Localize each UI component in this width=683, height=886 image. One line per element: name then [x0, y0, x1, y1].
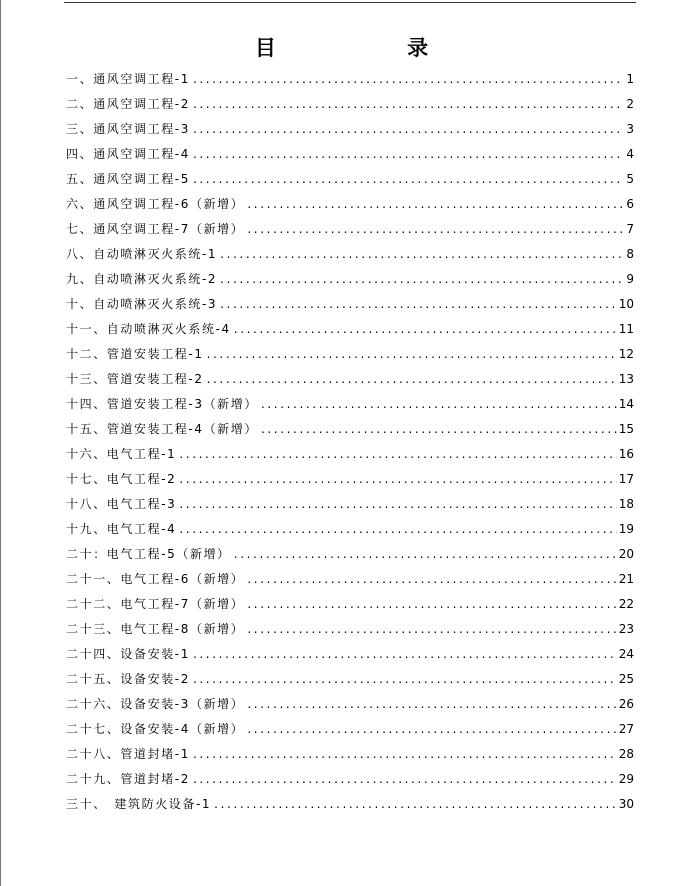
- toc-entry-page: 12: [618, 347, 634, 361]
- toc-entry[interactable]: [66, 792, 634, 817]
- toc-entry-page: 24: [618, 647, 634, 661]
- toc-entry-label: 十五、管道安装工程-4（新增）: [66, 422, 258, 436]
- toc-entry-label: 二十六、设备安装-3（新增）: [66, 697, 245, 711]
- toc-entry-label: 十七、电气工程-2: [66, 472, 177, 486]
- toc-dot-leader: [247, 717, 616, 742]
- toc-entry[interactable]: [66, 92, 634, 117]
- toc-entry-page: 9: [626, 272, 634, 286]
- toc-entry-page: 28: [618, 747, 634, 761]
- toc-dot-leader: [247, 617, 616, 642]
- toc-entry-label: 五、通风空调工程-5: [66, 172, 190, 186]
- toc-dot-leader: [193, 92, 624, 117]
- toc-entry-page: 26: [618, 697, 634, 711]
- toc-dot-leader: [220, 242, 624, 267]
- toc-entry-label: 三、通风空调工程-3: [66, 122, 190, 136]
- toc-entry[interactable]: [66, 492, 634, 517]
- toc-entry-label: 十二、管道安装工程-1: [66, 347, 204, 361]
- toc-dot-leader: [193, 742, 617, 767]
- toc-entry-label: 十六、电气工程-1: [66, 447, 177, 461]
- toc-entry[interactable]: [66, 617, 634, 642]
- toc-dot-leader: [193, 142, 624, 167]
- toc-entry-page: 4: [626, 147, 634, 161]
- toc-entry-label: 一、通风空调工程-1: [66, 72, 190, 86]
- toc-entry-label: 二十八、管道封堵-1: [66, 747, 190, 761]
- toc-entry-label: 十八、电气工程-3: [66, 497, 177, 511]
- toc-entry-label: 十、自动喷淋灭火系统-3: [66, 297, 218, 311]
- toc-entry-page: 30: [618, 797, 634, 811]
- toc-entry-page: 25: [618, 672, 634, 686]
- toc-dot-leader: [234, 317, 617, 342]
- toc-entry[interactable]: [66, 542, 634, 567]
- toc-entry-label: 二十二、电气工程-7（新增）: [66, 597, 245, 611]
- toc-entry[interactable]: [66, 692, 634, 717]
- toc-entry-page: 2: [626, 97, 634, 111]
- toc-dot-leader: [193, 117, 624, 142]
- toc-entry[interactable]: [66, 167, 634, 192]
- toc-entry-page: 11: [618, 322, 634, 336]
- toc-entry[interactable]: [66, 242, 634, 267]
- toc-dot-leader: [214, 792, 617, 817]
- toc-dot-leader: [261, 417, 617, 442]
- toc-entry[interactable]: [66, 142, 634, 167]
- toc-dot-leader: [179, 467, 616, 492]
- toc-dot-leader: [220, 292, 617, 317]
- toc-dot-leader: [193, 167, 624, 192]
- toc-title: 目 录: [254, 36, 491, 60]
- toc-entry[interactable]: [66, 117, 634, 142]
- toc-entry-page: 17: [618, 472, 634, 486]
- toc-entry[interactable]: [66, 742, 634, 767]
- toc-entry-page: 22: [618, 597, 634, 611]
- toc-entry-label: 十九、电气工程-4: [66, 522, 177, 536]
- toc-dot-leader: [247, 192, 624, 217]
- toc-entry-label: 七、通风空调工程-7（新增）: [66, 222, 245, 236]
- toc-entry[interactable]: [66, 267, 634, 292]
- toc-entry-label: 二、通风空调工程-2: [66, 97, 190, 111]
- toc-dot-leader: [247, 567, 616, 592]
- page-left-border: [0, 0, 1, 886]
- toc-entry-label: 二十七、设备安装-4（新增）: [66, 722, 245, 736]
- toc-entry[interactable]: [66, 367, 634, 392]
- toc-entry-label: 三十、 建筑防火设备-1: [66, 797, 212, 811]
- toc-dot-leader: [207, 342, 617, 367]
- toc-entry-label: 二十五、设备安装-2: [66, 672, 190, 686]
- toc-entry-page: 15: [618, 422, 634, 436]
- toc-entry[interactable]: [66, 217, 634, 242]
- toc-entry-label: 四、通风空调工程-4: [66, 147, 190, 161]
- toc-entry-page: 16: [618, 447, 634, 461]
- toc-entry[interactable]: [66, 67, 634, 92]
- toc-entry-label: 十四、管道安装工程-3（新增）: [66, 397, 258, 411]
- toc-entry[interactable]: [66, 192, 634, 217]
- toc-dot-leader: [247, 692, 616, 717]
- toc-entry-label: 二十九、管道封堵-2: [66, 772, 190, 786]
- toc-entry-label: 九、自动喷淋灭火系统-2: [66, 272, 218, 286]
- toc-entry[interactable]: [66, 342, 634, 367]
- toc-dot-leader: [234, 542, 617, 567]
- toc-entry-label: 二十三、电气工程-8（新增）: [66, 622, 245, 636]
- toc-entry-page: 21: [618, 572, 634, 586]
- toc-entry[interactable]: [66, 517, 634, 542]
- toc-entry-page: 27: [618, 722, 634, 736]
- toc-entry-page: 7: [626, 222, 634, 236]
- toc-dot-leader: [247, 217, 624, 242]
- toc-entry[interactable]: [66, 592, 634, 617]
- toc-entry-label: 六、通风空调工程-6（新增）: [66, 197, 245, 211]
- toc-entry[interactable]: [66, 317, 634, 342]
- toc-entry[interactable]: [66, 292, 634, 317]
- toc-entry-page: 29: [618, 772, 634, 786]
- toc-entry-page: 5: [626, 172, 634, 186]
- toc-dot-leader: [261, 392, 617, 417]
- toc-dot-leader: [179, 442, 616, 467]
- toc-dot-leader: [179, 517, 616, 542]
- toc-entry-page: 1: [626, 72, 634, 86]
- toc-entry-label: 十一、自动喷淋灭火系统-4: [66, 322, 231, 336]
- toc-entry-label: 二十一、电气工程-6（新增）: [66, 572, 245, 586]
- toc-entry[interactable]: [66, 717, 634, 742]
- toc-entry-page: 10: [618, 297, 634, 311]
- toc-dot-leader: [207, 367, 617, 392]
- toc-entry-page: 13: [618, 372, 634, 386]
- toc-entry-page: 23: [618, 622, 634, 636]
- toc-entry[interactable]: [66, 392, 634, 417]
- toc-dot-leader: [247, 592, 616, 617]
- toc-entry[interactable]: [66, 642, 634, 667]
- toc-entry-label: 二十：电气工程-5（新增）: [66, 547, 231, 561]
- toc-dot-leader: [220, 267, 624, 292]
- toc-dot-leader: [193, 642, 617, 667]
- toc-dot-leader: [193, 67, 624, 92]
- toc-dot-leader: [193, 667, 617, 692]
- header-rule: [64, 2, 636, 3]
- toc-entry-page: 8: [626, 247, 634, 261]
- toc-entry-label: 八、自动喷淋灭火系统-1: [66, 247, 218, 261]
- toc-entry-page: 3: [626, 122, 634, 136]
- toc-entry-page: 18: [618, 497, 634, 511]
- toc-entry[interactable]: [66, 667, 634, 692]
- toc-entry-label: 二十四、设备安装-1: [66, 647, 190, 661]
- toc-entry[interactable]: [66, 467, 634, 492]
- toc-dot-leader: [193, 767, 617, 792]
- toc-dot-leader: [179, 492, 616, 517]
- toc-entry[interactable]: [66, 567, 634, 592]
- toc-entry-page: 20: [618, 547, 634, 561]
- toc-entry[interactable]: [66, 442, 634, 467]
- toc-entry-label: 十三、管道安装工程-2: [66, 372, 204, 386]
- toc-entry-page: 6: [626, 197, 634, 211]
- toc-list: [66, 67, 634, 817]
- toc-entry[interactable]: [66, 767, 634, 792]
- toc-entry-page: 19: [618, 522, 634, 536]
- toc-entry[interactable]: [66, 417, 634, 442]
- toc-entry-page: 14: [618, 397, 634, 411]
